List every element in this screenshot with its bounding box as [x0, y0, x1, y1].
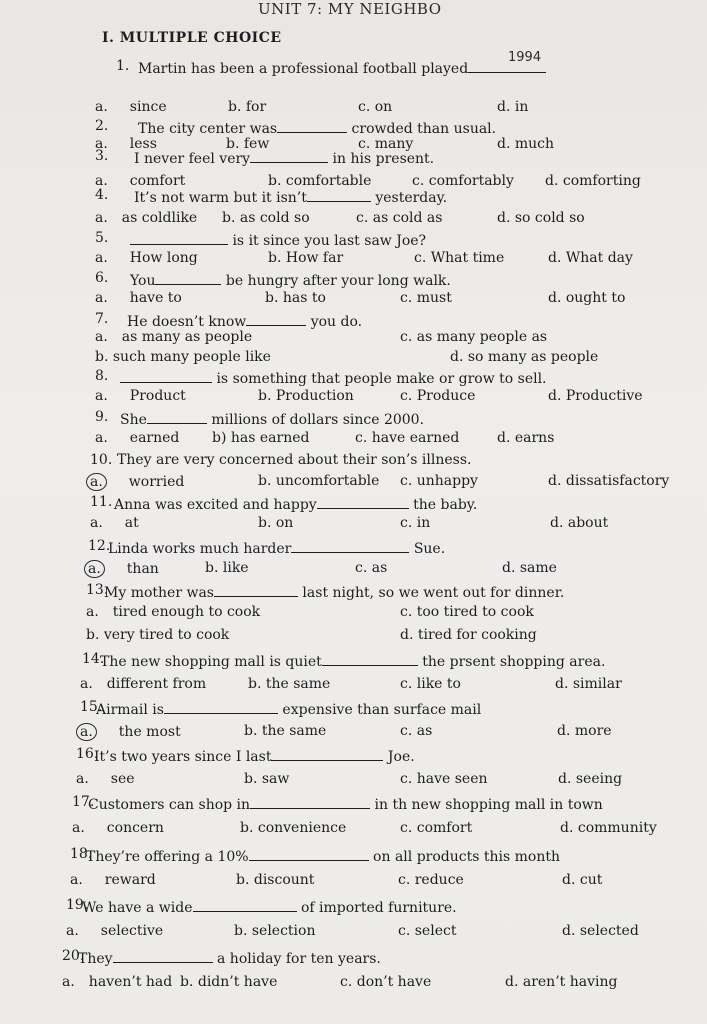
- option-d[interactable]: d. Productive: [548, 388, 643, 404]
- answer-blank[interactable]: [277, 118, 347, 133]
- option-a[interactable]: [95, 210, 197, 226]
- option-d[interactable]: d. ought to: [548, 290, 626, 306]
- option-text: than: [126, 561, 159, 577]
- stem-text-before-blank: Customers can shop in: [88, 797, 251, 813]
- stem-text-before-blank: My mother was: [104, 585, 214, 601]
- stem-text-after-blank: the baby.: [408, 497, 478, 513]
- option-b[interactable]: b. few: [226, 136, 270, 152]
- option-letter: a.: [80, 676, 93, 692]
- option-b[interactable]: b. saw: [244, 771, 290, 787]
- option-letter: a.: [72, 820, 85, 836]
- stem-text-after-blank: millions of dollars since 2000.: [206, 412, 425, 428]
- option-letter: a.: [95, 210, 108, 226]
- answer-blank[interactable]: [250, 794, 370, 809]
- question-number: 4.: [95, 187, 109, 203]
- option-a[interactable]: [88, 560, 159, 578]
- stem-text-before-blank: You: [130, 273, 156, 289]
- option-b[interactable]: b. for: [228, 99, 267, 115]
- option-d[interactable]: d. about: [550, 515, 609, 531]
- option-a[interactable]: [95, 250, 198, 266]
- stem-text-before-blank: I never feel very: [134, 151, 251, 167]
- handwritten-note: 1994: [508, 50, 542, 65]
- option-letter: a.: [95, 99, 108, 115]
- answer-blank[interactable]: [250, 148, 328, 163]
- option-b[interactable]: b. very tired to cook: [86, 627, 230, 643]
- answer-blank[interactable]: [291, 538, 409, 553]
- option-letter: a.: [95, 136, 108, 152]
- question-number: 10.: [90, 452, 113, 468]
- option-text: reward: [104, 872, 156, 888]
- option-d[interactable]: d. What day: [548, 250, 633, 266]
- option-c[interactable]: c. too tired to cook: [400, 604, 534, 620]
- question-stem: [120, 368, 547, 387]
- stem-text-after-blank: Joe.: [383, 749, 415, 765]
- option-letter: a.: [86, 473, 107, 491]
- option-a[interactable]: [86, 604, 260, 620]
- option-a[interactable]: [62, 974, 172, 990]
- answer-blank[interactable]: [249, 846, 369, 861]
- option-a[interactable]: [70, 872, 156, 888]
- option-d[interactable]: d. so cold so: [497, 210, 585, 226]
- option-c[interactable]: c. must: [400, 290, 452, 306]
- question-stem: [117, 452, 471, 468]
- question-stem: [120, 409, 424, 428]
- question-number: 13.: [86, 582, 109, 598]
- option-text: the most: [118, 724, 181, 740]
- option-b[interactable]: b. didn’t have: [180, 974, 278, 990]
- question-number: 17.: [72, 794, 95, 810]
- question-number: 12.: [88, 538, 111, 554]
- stem-text-after-blank: expensive than surface mail: [277, 702, 482, 718]
- option-b[interactable]: b) has earned: [212, 430, 310, 446]
- answer-blank[interactable]: [130, 230, 228, 245]
- stem-text-after-blank: is something that people make or grow to sell.: [212, 371, 547, 387]
- stem-text-after-blank: crowded than usual.: [347, 121, 497, 137]
- option-c[interactable]: c. like to: [400, 676, 461, 692]
- option-d[interactable]: d. so many as people: [450, 349, 599, 365]
- question-number: 1.: [116, 58, 130, 74]
- option-text: concern: [106, 820, 164, 836]
- stem-text-before-blank: They’re offering a 10%: [86, 849, 249, 865]
- option-d[interactable]: d. same: [502, 560, 557, 576]
- option-a[interactable]: [66, 923, 163, 939]
- stem-text-before-blank: Airmail is: [96, 702, 164, 718]
- option-b[interactable]: b. as cold so: [222, 210, 310, 226]
- option-text: see: [110, 771, 135, 787]
- option-d[interactable]: d. comforting: [545, 173, 641, 189]
- option-a[interactable]: [95, 290, 182, 306]
- option-letter: a.: [66, 923, 79, 939]
- option-b[interactable]: b. How far: [268, 250, 344, 266]
- option-letter: a.: [70, 872, 83, 888]
- option-b[interactable]: b. has to: [265, 290, 326, 306]
- option-c[interactable]: c. Produce: [400, 388, 476, 404]
- option-letter: a.: [95, 173, 108, 189]
- question-number: 15.: [80, 699, 103, 715]
- option-text: Product: [129, 388, 186, 404]
- question-stem: [100, 651, 605, 670]
- question-stem: [130, 270, 451, 289]
- stem-text-before-blank: They are very concerned about their son’s illness.: [117, 452, 472, 468]
- option-c[interactable]: c. reduce: [398, 872, 464, 888]
- option-c[interactable]: c. comfort: [400, 820, 473, 836]
- option-c[interactable]: c. don’t have: [340, 974, 432, 990]
- question-number: 8.: [95, 368, 109, 384]
- answer-blank[interactable]: [147, 409, 207, 424]
- option-d[interactable]: d. more: [557, 723, 612, 739]
- option-a[interactable]: [95, 388, 186, 404]
- question-number: 18.: [70, 846, 93, 862]
- stem-text-before-blank: We have a wide: [82, 900, 193, 916]
- unit-header: UNIT 7: MY NEIGHBO: [258, 0, 442, 18]
- option-letter: a.: [76, 771, 89, 787]
- question-stem: [88, 794, 603, 813]
- option-b[interactable]: b. Production: [258, 388, 354, 404]
- option-d[interactable]: d. aren’t having: [505, 974, 618, 990]
- option-d[interactable]: d. cut: [562, 872, 603, 888]
- question-stem: [96, 699, 481, 718]
- question-number: 7.: [95, 311, 109, 327]
- stem-text-after-blank: on all products this month: [368, 849, 560, 865]
- stem-text-before-blank: Linda works much harder: [108, 541, 292, 557]
- answer-blank[interactable]: [193, 897, 297, 912]
- option-d[interactable]: d. similar: [555, 676, 622, 692]
- option-c[interactable]: c. unhappy: [400, 473, 478, 489]
- question-number: 9.: [95, 409, 109, 425]
- option-text: selective: [100, 923, 164, 939]
- stem-text-after-blank: last night, so we went out for dinner.: [297, 585, 565, 601]
- option-c[interactable]: c. as many people as: [400, 329, 548, 345]
- question-number: 2.: [95, 118, 109, 134]
- stem-text-before-blank: It’s not warm but it isn’t: [134, 190, 307, 206]
- option-c[interactable]: c. have earned: [355, 430, 460, 446]
- option-text: haven’t had: [88, 974, 173, 990]
- stem-text-after-blank: is it since you last saw Joe?: [228, 233, 427, 249]
- option-d[interactable]: d. dissatisfactory: [548, 473, 670, 489]
- option-letter: a.: [95, 290, 108, 306]
- option-text: comfort: [129, 173, 186, 189]
- option-text: different from: [106, 676, 207, 692]
- question-stem: [114, 494, 477, 513]
- option-text: at: [124, 515, 139, 531]
- answer-blank[interactable]: [271, 746, 383, 761]
- section-title: I. MULTIPLE CHOICE: [102, 30, 282, 46]
- question-stem: [108, 538, 445, 557]
- option-c[interactable]: c. as: [355, 560, 388, 576]
- option-d[interactable]: d. tired for cooking: [400, 627, 537, 643]
- stem-text-before-blank: He doesn’t know: [127, 314, 247, 330]
- option-b[interactable]: b. the same: [248, 676, 331, 692]
- option-b[interactable]: b. on: [258, 515, 294, 531]
- option-text: since: [129, 99, 167, 115]
- stem-text-before-blank: It’s two years since I last: [94, 749, 272, 765]
- stem-text-after-blank: a holiday for ten years.: [212, 951, 381, 967]
- answer-blank[interactable]: [120, 368, 212, 383]
- option-c[interactable]: c. many: [358, 136, 414, 152]
- option-d[interactable]: d. seeing: [558, 771, 623, 787]
- option-b[interactable]: b. such many people like: [95, 349, 271, 365]
- stem-text-before-blank: Anna was excited and happy: [114, 497, 317, 513]
- option-letter: a.: [95, 388, 108, 404]
- option-d[interactable]: d. in: [497, 99, 529, 115]
- option-d[interactable]: d. selected: [562, 923, 639, 939]
- option-c[interactable]: c. in: [400, 515, 431, 531]
- question-stem: [134, 148, 434, 167]
- option-b[interactable]: b. the same: [244, 723, 327, 739]
- option-c[interactable]: c. What time: [414, 250, 505, 266]
- option-a[interactable]: [95, 99, 167, 115]
- stem-text-after-blank: in his present.: [328, 151, 435, 167]
- option-text: worried: [128, 474, 185, 490]
- option-text: How long: [129, 250, 198, 266]
- option-letter: a.: [95, 250, 108, 266]
- option-a[interactable]: [80, 676, 206, 692]
- stem-text-before-blank: The city center was: [138, 121, 278, 137]
- question-number: 19.: [66, 897, 89, 913]
- stem-text-before-blank: Martin has been a professional football played: [138, 61, 469, 77]
- option-c[interactable]: c. select: [398, 923, 457, 939]
- question-stem: [138, 118, 496, 137]
- question-stem: [94, 746, 415, 765]
- question-stem: [86, 846, 560, 865]
- answer-blank[interactable]: [155, 270, 221, 285]
- option-letter: a.: [86, 604, 99, 620]
- option-letter: a.: [90, 515, 103, 531]
- answer-blank[interactable]: [322, 651, 418, 666]
- question-stem: [82, 897, 457, 916]
- answer-blank[interactable]: [317, 494, 409, 509]
- option-a[interactable]: [95, 430, 179, 446]
- question-number: 14.: [82, 651, 105, 667]
- stem-text-after-blank: in th new shopping mall in town: [370, 797, 603, 813]
- answer-blank[interactable]: [246, 311, 306, 326]
- stem-text-after-blank: be hungry after your long walk.: [221, 273, 451, 289]
- question-stem: [138, 58, 546, 77]
- option-text: as many as people: [121, 329, 253, 345]
- question-stem: [130, 230, 426, 249]
- answer-blank[interactable]: [307, 187, 371, 202]
- option-letter: a.: [76, 723, 97, 741]
- option-a[interactable]: [72, 820, 164, 836]
- question-number: 11.: [90, 494, 113, 510]
- option-a[interactable]: [90, 515, 139, 531]
- option-letter: a.: [84, 560, 105, 578]
- stem-text-before-blank: She: [120, 412, 147, 428]
- option-letter: a.: [95, 329, 108, 345]
- answer-blank[interactable]: [164, 699, 278, 714]
- question-number: 20.: [62, 948, 85, 964]
- option-b[interactable]: b. discount: [236, 872, 315, 888]
- option-a[interactable]: [80, 723, 181, 741]
- option-text: less: [129, 136, 157, 152]
- stem-text-after-blank: of imported furniture.: [296, 900, 457, 916]
- option-c[interactable]: c. have seen: [400, 771, 488, 787]
- option-c[interactable]: c. on: [358, 99, 393, 115]
- option-c[interactable]: c. as: [400, 723, 433, 739]
- option-b[interactable]: b. selection: [234, 923, 316, 939]
- stem-text-after-blank: the prsent shopping area.: [417, 654, 606, 670]
- stem-text-after-blank: you do.: [306, 314, 363, 330]
- option-b[interactable]: b. convenience: [240, 820, 347, 836]
- option-text: earned: [129, 430, 180, 446]
- option-text: as coldlike: [121, 210, 198, 226]
- stem-text-after-blank: Sue.: [409, 541, 446, 557]
- option-letter: a.: [95, 430, 108, 446]
- option-b[interactable]: b. like: [205, 560, 249, 576]
- question-stem: [134, 187, 447, 206]
- option-b[interactable]: b. comfortable: [268, 173, 372, 189]
- option-d[interactable]: d. community: [560, 820, 657, 836]
- answer-blank[interactable]: [113, 948, 213, 963]
- question-number: 5.: [95, 230, 109, 246]
- question-number: 16.: [76, 746, 99, 762]
- option-a[interactable]: [90, 473, 184, 491]
- question-stem: [127, 311, 362, 330]
- stem-text-before-blank: The new shopping mall is quiet: [100, 654, 322, 670]
- option-text: have to: [129, 290, 182, 306]
- question-stem: [104, 582, 564, 601]
- answer-blank[interactable]: [214, 582, 298, 597]
- option-letter: a.: [62, 974, 75, 990]
- option-c[interactable]: c. as cold as: [356, 210, 443, 226]
- stem-text-before-blank: They: [78, 951, 113, 967]
- option-c[interactable]: c. comfortably: [412, 173, 514, 189]
- option-text: tired enough to cook: [112, 604, 261, 620]
- option-b[interactable]: b. uncomfortable: [258, 473, 380, 489]
- option-d[interactable]: d. much: [497, 136, 555, 152]
- option-a[interactable]: [76, 771, 135, 787]
- question-number: 3.: [95, 148, 109, 164]
- stem-text-after-blank: yesterday.: [370, 190, 448, 206]
- question-stem: [78, 948, 381, 967]
- option-a[interactable]: [95, 329, 252, 345]
- option-d[interactable]: d. earns: [497, 430, 555, 446]
- question-number: 6.: [95, 270, 109, 286]
